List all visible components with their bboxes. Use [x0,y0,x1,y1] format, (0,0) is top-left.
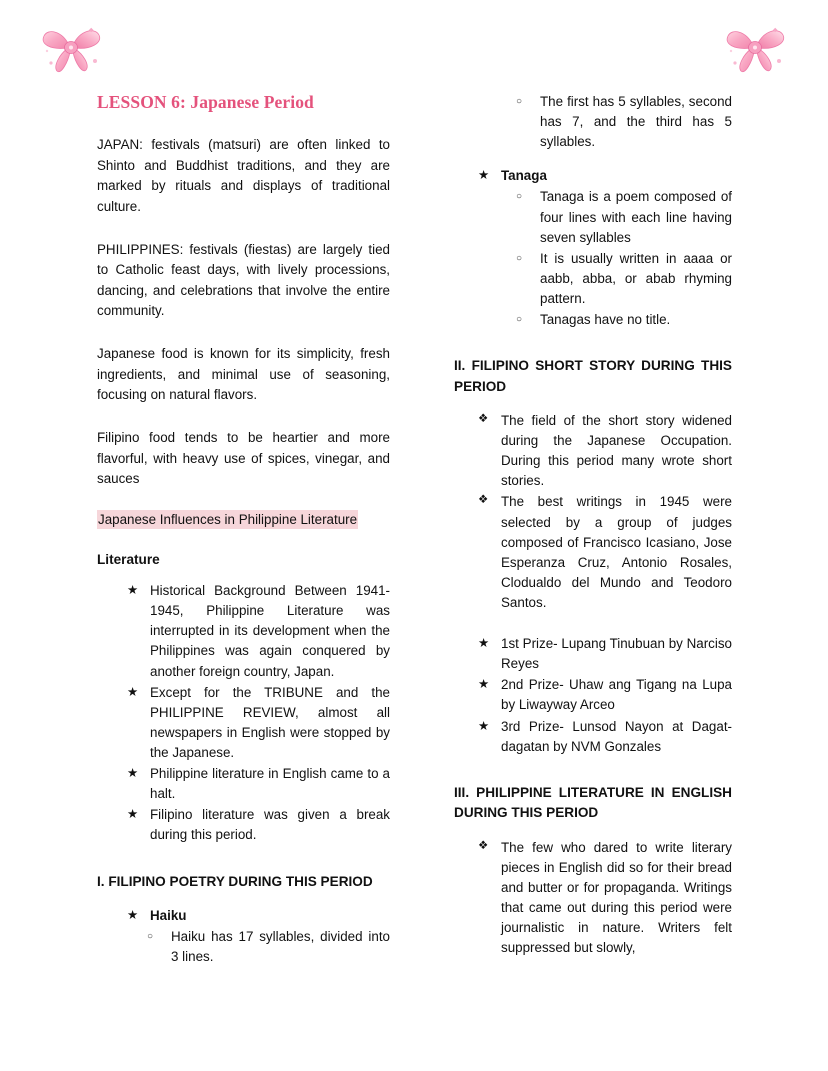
paragraph-philippines: PHILIPPINES: festivals (fiestas) are largely tied to Catholic feast days, with lively processions, dancing, and celebrations that involve the entire community. [97,241,390,319]
circle-bullet-icon: ○ [147,931,154,943]
star-bullet-icon: ★ [127,807,139,822]
list-item-text: Tanaga is a poem composed of four lines with each line having seven syllables [540,189,732,245]
list-item [147,927,390,967]
spacer [466,153,732,166]
circle-bullet-icon: ○ [516,314,523,326]
list-item-text: Haiku has 17 syllables, divided into 3 lines. [171,929,390,965]
star-bullet-icon: ★ [127,684,139,699]
list-item [478,492,732,613]
diamond-bullet-icon: ❖ [478,412,489,425]
section-heading-one: I. FILIPINO POETRY DURING THIS PERIOD [97,873,373,889]
list-item [516,249,732,309]
list-item-text: The first has 5 syllables, second has 7, and the third has 5 syllables. [540,94,732,150]
highlighted-heading [97,510,390,530]
two-column-body [0,92,828,968]
paragraph-japanese-food: Japanese food is known for its simplicity, fresh ingredients, and minimal use of seasoning, focusing on natural flavors. [97,346,390,403]
poetry-forms-list [97,906,390,926]
pink-bow-icon-left [38,18,104,78]
diamond-bullet-icon: ❖ [478,839,489,852]
list-item-text: The field of the short story widened during the Japanese Occupation. During this period many wrote short stories. [501,412,732,489]
list-item [516,310,732,330]
list-item [478,717,732,757]
list-item [478,411,732,491]
literature-bullet-list [97,581,390,845]
list-item-text: 2nd Prize- Uhaw ang Tigang na Lupa by Liwayway Arceo [501,677,732,713]
list-item-haiku [127,906,390,926]
list-item-text: It is usually written in aaaa or aabb, abba, or abab rhyming pattern. [540,250,732,306]
english-literature-bullet-list [466,838,732,959]
haiku-subpoint-list-continued [466,92,732,152]
literature-heading: Literature [97,552,160,568]
tanaga-list [466,166,732,186]
list-item [516,92,732,152]
right-column [414,92,828,968]
circle-bullet-icon: ○ [516,96,523,107]
list-item-text: Except for the TRIBUNE and the PHILIPPINE REVIEW, almost all newspapers in English were stopped by the Japanese. [150,684,390,760]
paragraph-filipino-food: Filipino food tends to be heartier and more flavorful, with heavy use of spices, vinegar, and sauces [97,430,390,487]
list-item [478,634,732,674]
circle-bullet-icon: ○ [516,252,523,264]
section-heading-two: II. FILIPINO SHORT STORY DURING THIS PERIOD [454,358,732,394]
star-bullet-icon: ★ [127,907,139,922]
star-bullet-icon: ★ [127,766,139,781]
tanaga-subpoint-list [466,187,732,330]
star-bullet-icon: ★ [478,636,490,651]
list-item-text: 3rd Prize- Lunsod Nayon at Dagat-dagatan by NVM Gonzales [501,718,732,754]
short-story-bullet-list [466,411,732,613]
spacer [466,614,732,634]
star-bullet-icon: ★ [478,718,490,733]
list-item-text: The best writings in 1945 were selected by a group of judges composed of Francisco Icasiano, Jose Esperanza Cruz, Antonio Rosales, Clodualdo del Mundo and Teodoro Santos. [501,494,732,610]
haiku-subpoint-list [97,927,390,967]
star-bullet-icon: ★ [478,677,490,692]
star-bullet-icon: ★ [478,168,490,183]
diamond-bullet-icon: ❖ [478,494,489,507]
list-item [127,764,390,804]
list-item-label: Haiku [150,907,187,923]
list-item-tanaga [478,166,732,186]
list-item-text: 1st Prize- Lupang Tinubuan by Narciso Reyes [501,636,732,672]
left-column [0,92,414,968]
list-item [127,805,390,845]
list-item-text: Filipino literature was given a break during this period. [150,807,390,843]
star-bullet-icon: ★ [127,583,139,598]
list-item [516,187,732,247]
list-item [127,581,390,682]
list-item-text: Tanagas have no title. [540,312,671,328]
highlighted-heading-text: Japanese Influences in Philippine Literature [98,511,358,527]
pink-bow-icon-right [722,18,788,78]
list-item-label: Tanaga [501,168,547,184]
list-item-text: Historical Background Between 1941-1945, Philippine Literature was interrupted in its development when the Philippines was again conquered by another foreign country, Japan. [150,583,390,679]
list-item-text: Philippine literature in English came to a halt. [150,766,390,802]
section-heading-three: III. PHILIPPINE LITERATURE IN ENGLISH DURING THIS PERIOD [454,784,732,821]
list-item-text: The few who dared to write literary pieces in English did so for their bread and butter or for propaganda. Writings that came out during this period were journalistic in nature. Writers felt suppressed but slowly, [501,839,732,956]
paragraph-japan: JAPAN: festivals (matsuri) are often linked to Shinto and Buddhist traditions, and they are marked by rituals and displays of traditional culture. [97,137,390,214]
circle-bullet-icon: ○ [516,191,523,203]
page-title: LESSON 6: Japanese Period [97,92,314,112]
list-item [127,683,390,763]
prize-list [466,634,732,757]
list-item [478,675,732,715]
list-item [478,838,732,959]
